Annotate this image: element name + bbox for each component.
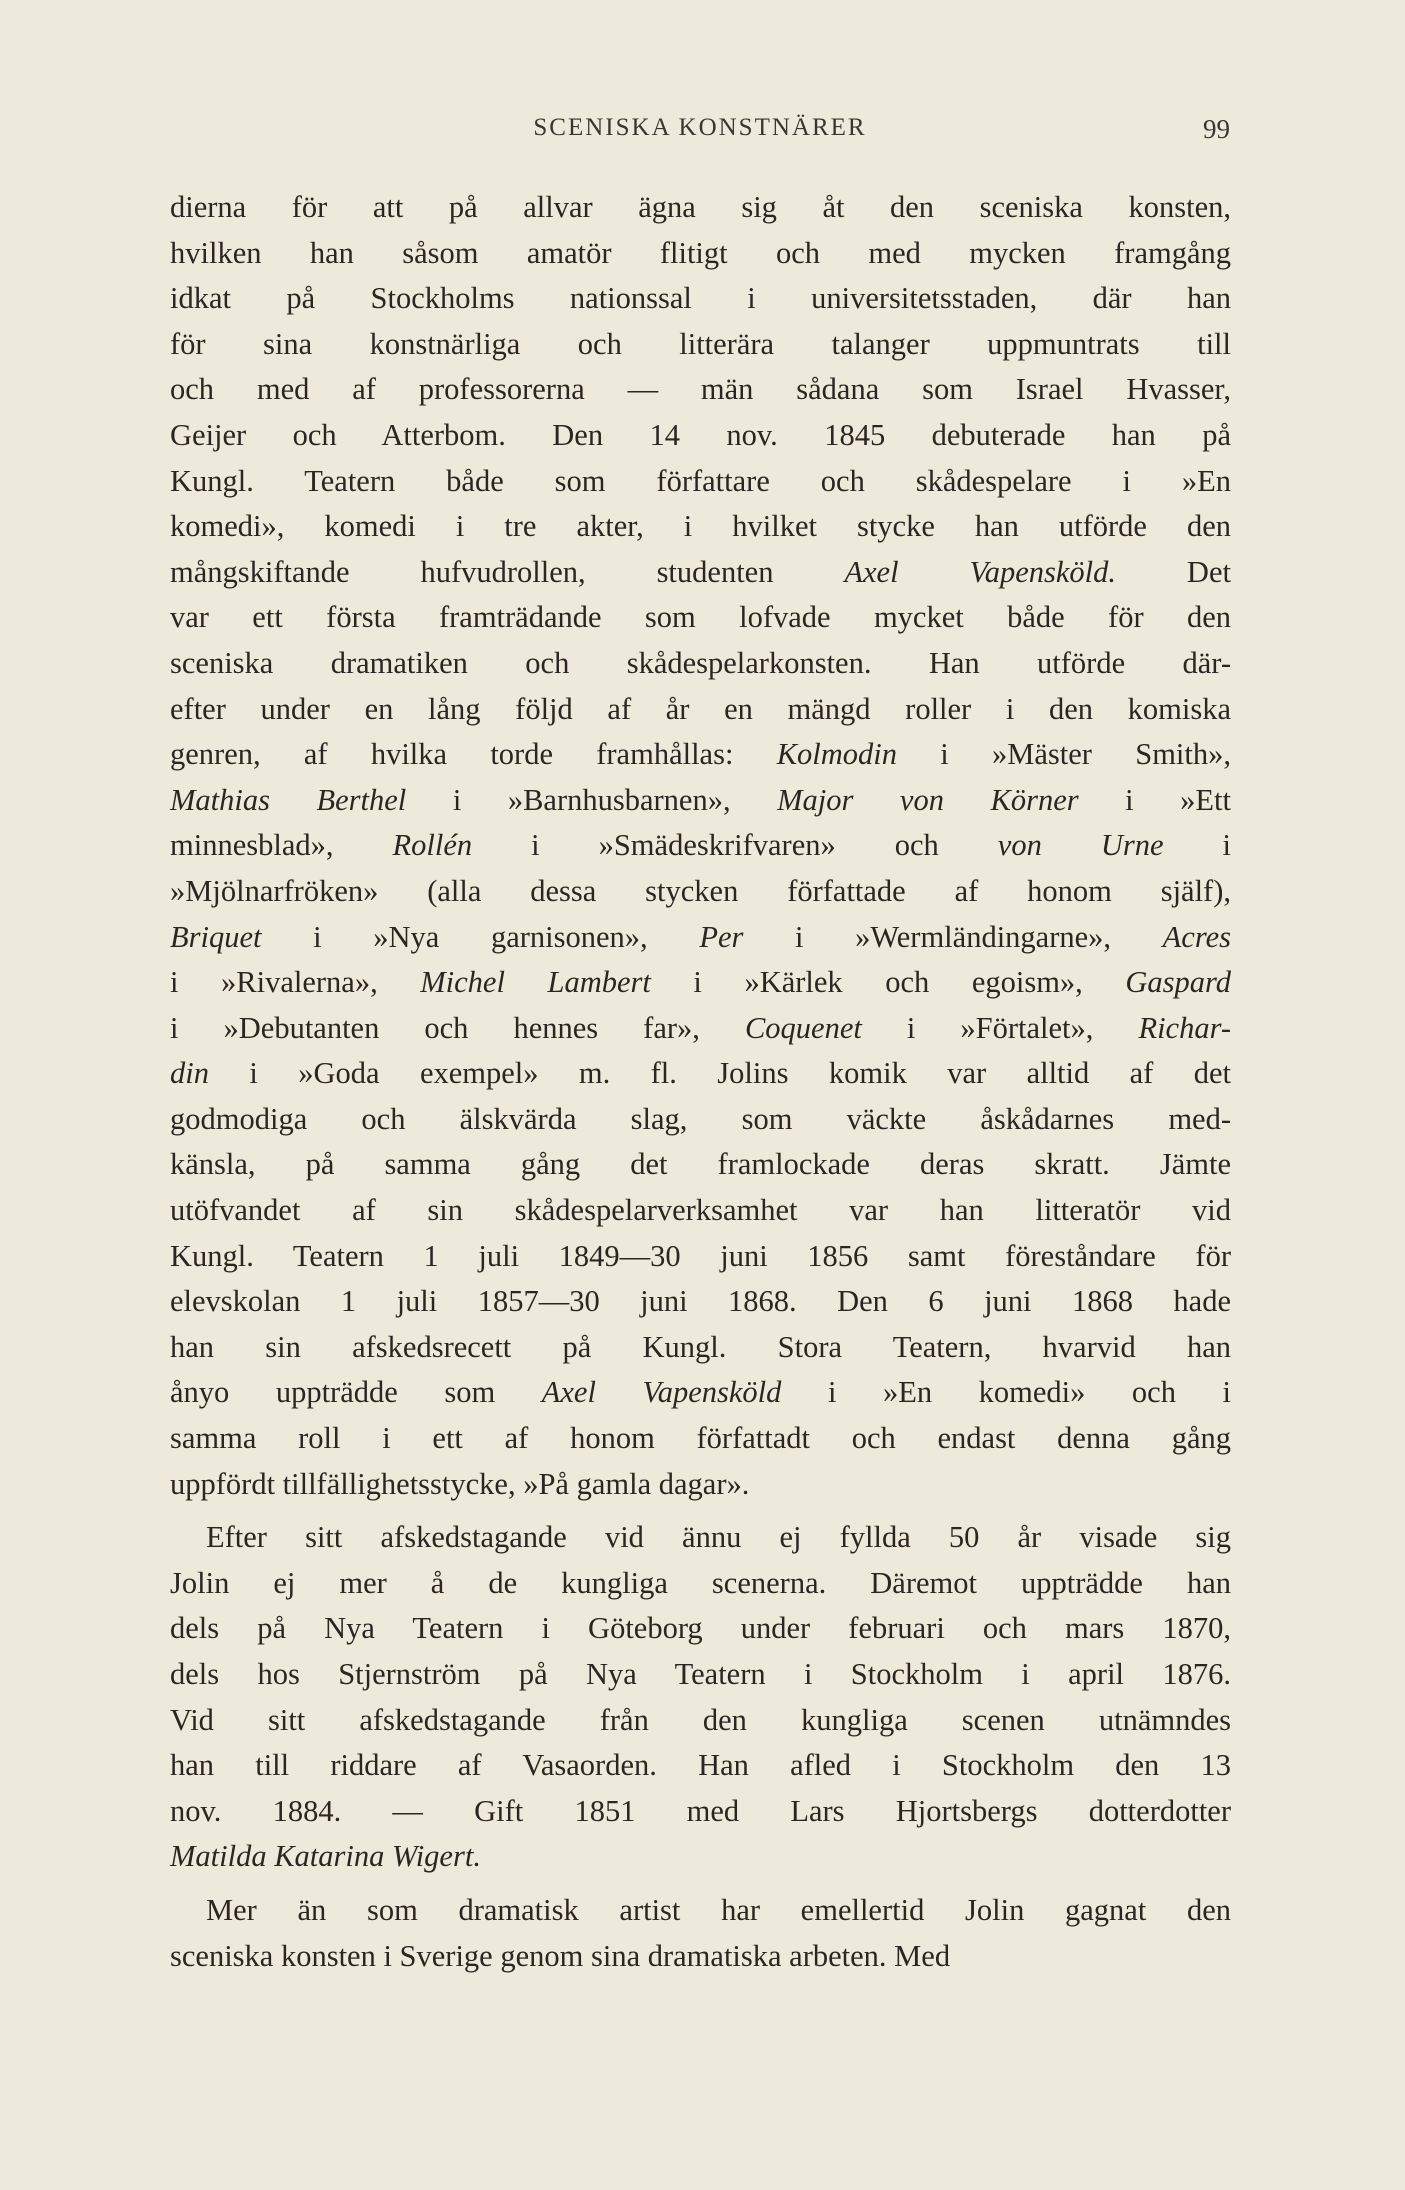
text-run: dels hos Stjernström på Nya Teatern i Stockholm i april 1876.	[170, 1657, 1231, 1691]
text-run: hvilken han såsom amatör flitigt och med mycken framgång	[170, 235, 1231, 270]
text-line	[170, 1325, 1231, 1371]
text-line	[170, 1743, 1231, 1789]
text-line	[170, 1462, 1231, 1508]
text-run: i »Goda exempel» m. fl. Jolins komik var alltid af det	[208, 1056, 1231, 1091]
text-line	[170, 778, 1231, 824]
text-run: i »Ett	[1078, 782, 1231, 817]
italic-text: Axel Vapensköld.	[844, 554, 1117, 589]
text-run: dels på Nya Teatern i Göteborg under februari och mars 1870,	[170, 1611, 1231, 1646]
text-line	[170, 1006, 1231, 1052]
text-run: i »Nya garnisonen»,	[261, 919, 700, 954]
text-run: Vid sitt afskedstagande från den kungliga scenen utnämndes	[170, 1702, 1231, 1737]
text-line	[170, 1698, 1231, 1744]
text-run: elevskolan 1 juli 1857—30 juni 1868. Den 6 juni 1868 hade	[170, 1284, 1231, 1319]
text-line	[170, 185, 1231, 231]
text-run: Mer än som dramatisk artist har emellertid Jolin gagnat den	[206, 1892, 1231, 1927]
italic-text: Richar-	[1138, 1010, 1231, 1045]
italic-text: Coquenet	[744, 1010, 862, 1045]
text-run: sceniska konsten i Sverige genom sina dramatiska arbeten. Med	[170, 1938, 951, 1973]
text-run: Efter sitt afskedstagande vid ännu ej fyllda 50 år visade sig	[206, 1520, 1231, 1555]
text-line	[170, 1561, 1231, 1607]
text-line	[170, 1051, 1231, 1097]
text-line	[170, 1888, 1231, 1934]
text-run: dierna för att på allvar ägna sig åt den sceniska konsten,	[170, 190, 1231, 224]
text-line	[170, 504, 1231, 550]
text-run: nov. 1884. — Gift 1851 med Lars Hjortsbergs dotterdotter	[170, 1793, 1231, 1828]
text-run: och med af professorerna — män sådana som Israel Hvasser,	[170, 372, 1231, 407]
running-title: SCENISKA KONSTNÄRER	[533, 114, 867, 141]
italic-text: Matilda Katarina Wigert.	[170, 1839, 481, 1874]
text-line	[170, 322, 1231, 368]
text-run: »Mjölnarfröken» (alla dessa stycken författade af honom själf),	[170, 873, 1231, 908]
text-run: Det	[1116, 554, 1231, 589]
text-run: var ett första framträdande som lofvade mycket både för den	[170, 600, 1231, 635]
text-line	[170, 1789, 1231, 1835]
text-run: i »Rivalerna»,	[170, 965, 421, 1000]
text-line	[170, 687, 1231, 733]
text-run: utöfvandet af sin skådespelarverksamhet var han litteratör vid	[170, 1193, 1231, 1228]
text-run: komedi», komedi i tre akter, i hvilket stycke han utförde den	[170, 509, 1231, 544]
text-line	[170, 1515, 1231, 1561]
text-run: efter under en lång följd af år en mängd roller i den komiska	[170, 691, 1231, 726]
running-header	[170, 114, 1230, 154]
text-run: Kungl. Teatern 1 juli 1849—30 juni 1856 samt föreståndare för	[170, 1238, 1231, 1273]
text-line	[170, 915, 1231, 961]
text-run: i »Debutanten och hennes far»,	[170, 1010, 745, 1045]
italic-text: Kolmodin	[776, 737, 898, 772]
italic-text: von Urne	[997, 828, 1164, 863]
italic-text: Michel Lambert	[420, 965, 651, 1000]
text-line	[170, 1188, 1231, 1234]
text-line	[170, 1279, 1231, 1325]
text-run: samma roll i ett af honom författadt och endast denna gång	[170, 1421, 1231, 1456]
text-run: i »En komedi» och i	[781, 1375, 1231, 1410]
text-run: sceniska dramatiken och skådespelarkonsten. Han utförde där-	[170, 645, 1231, 680]
paragraph	[170, 1888, 1231, 1979]
italic-text: Acres	[1162, 919, 1231, 954]
text-run: i »Förtalet»,	[861, 1010, 1139, 1045]
text-run: ånyo uppträdde som	[170, 1375, 542, 1410]
text-line	[170, 550, 1231, 596]
italic-text: Major von Körner	[777, 782, 1079, 817]
paragraph-gap	[170, 1880, 1231, 1888]
text-line	[170, 1934, 1231, 1980]
italic-text: Rollén	[392, 828, 473, 863]
text-run: i	[1163, 828, 1231, 863]
text-run: mångskiftande hufvudrollen, studenten	[170, 554, 845, 589]
italic-text: Per	[699, 919, 744, 954]
text-line	[170, 1370, 1231, 1416]
text-run: i »Barnhusbarnen»,	[406, 782, 778, 817]
text-line	[170, 869, 1231, 915]
text-run: genren, af hvilka torde framhållas:	[170, 737, 777, 772]
italic-text: Briquet	[170, 919, 262, 954]
italic-text: Gaspard	[1125, 965, 1231, 1000]
text-line	[170, 732, 1231, 778]
text-line	[170, 231, 1231, 277]
italic-text: Axel Vapensköld	[541, 1375, 782, 1410]
paragraph	[170, 1515, 1231, 1880]
text-run: han till riddare af Vasaorden. Han afled i Stockholm den 13	[170, 1748, 1231, 1783]
text-line	[170, 1834, 1231, 1880]
text-line	[170, 1416, 1231, 1462]
italic-text: Mathias Berthel	[170, 782, 407, 817]
text-run: i »Mäster Smith»,	[897, 737, 1231, 772]
text-run: för sina konstnärliga och litterära talanger uppmuntrats till	[170, 326, 1231, 361]
text-run: känsla, på samma gång det framlockade deras skratt. Jämte	[170, 1147, 1231, 1182]
text-line	[170, 1606, 1231, 1652]
text-line	[170, 1142, 1231, 1188]
text-line	[170, 459, 1231, 505]
text-line	[170, 1652, 1231, 1698]
text-run: i »Smädeskrifvaren» och	[472, 828, 998, 863]
page-number: 99	[1203, 114, 1230, 144]
text-line	[170, 1234, 1231, 1280]
italic-text: din	[170, 1056, 209, 1091]
text-run: minnesblad»,	[170, 828, 393, 863]
text-line	[170, 960, 1231, 1006]
text-run: han sin afskedsrecett på Kungl. Stora Teatern, hvarvid han	[170, 1329, 1231, 1364]
body-text	[170, 185, 1231, 1979]
paragraph	[170, 185, 1231, 1507]
text-run: Jolin ej mer å de kungliga scenerna. Däremot uppträdde han	[170, 1565, 1231, 1600]
text-run: godmodiga och älskvärda slag, som väckte åskådarnes med-	[170, 1101, 1231, 1136]
text-line	[170, 413, 1231, 459]
text-run: Kungl. Teatern både som författare och skådespelare i »En	[170, 463, 1231, 498]
text-run: Geijer och Atterbom. Den 14 nov. 1845 debuterade han på	[170, 417, 1231, 452]
text-run: uppfördt tillfällighetsstycke, »På gamla dagar».	[170, 1466, 750, 1501]
text-run: idkat på Stockholms nationssal i universitetsstaden, där han	[170, 281, 1231, 316]
text-run: i »Kärlek och egoism»,	[650, 965, 1126, 1000]
paragraph-gap	[170, 1507, 1231, 1515]
text-run: i »Wermländingarne»,	[743, 919, 1163, 954]
text-line	[170, 641, 1231, 687]
text-line	[170, 367, 1231, 413]
text-line	[170, 276, 1231, 322]
text-line	[170, 595, 1231, 641]
text-line	[170, 1097, 1231, 1143]
text-line	[170, 823, 1231, 869]
